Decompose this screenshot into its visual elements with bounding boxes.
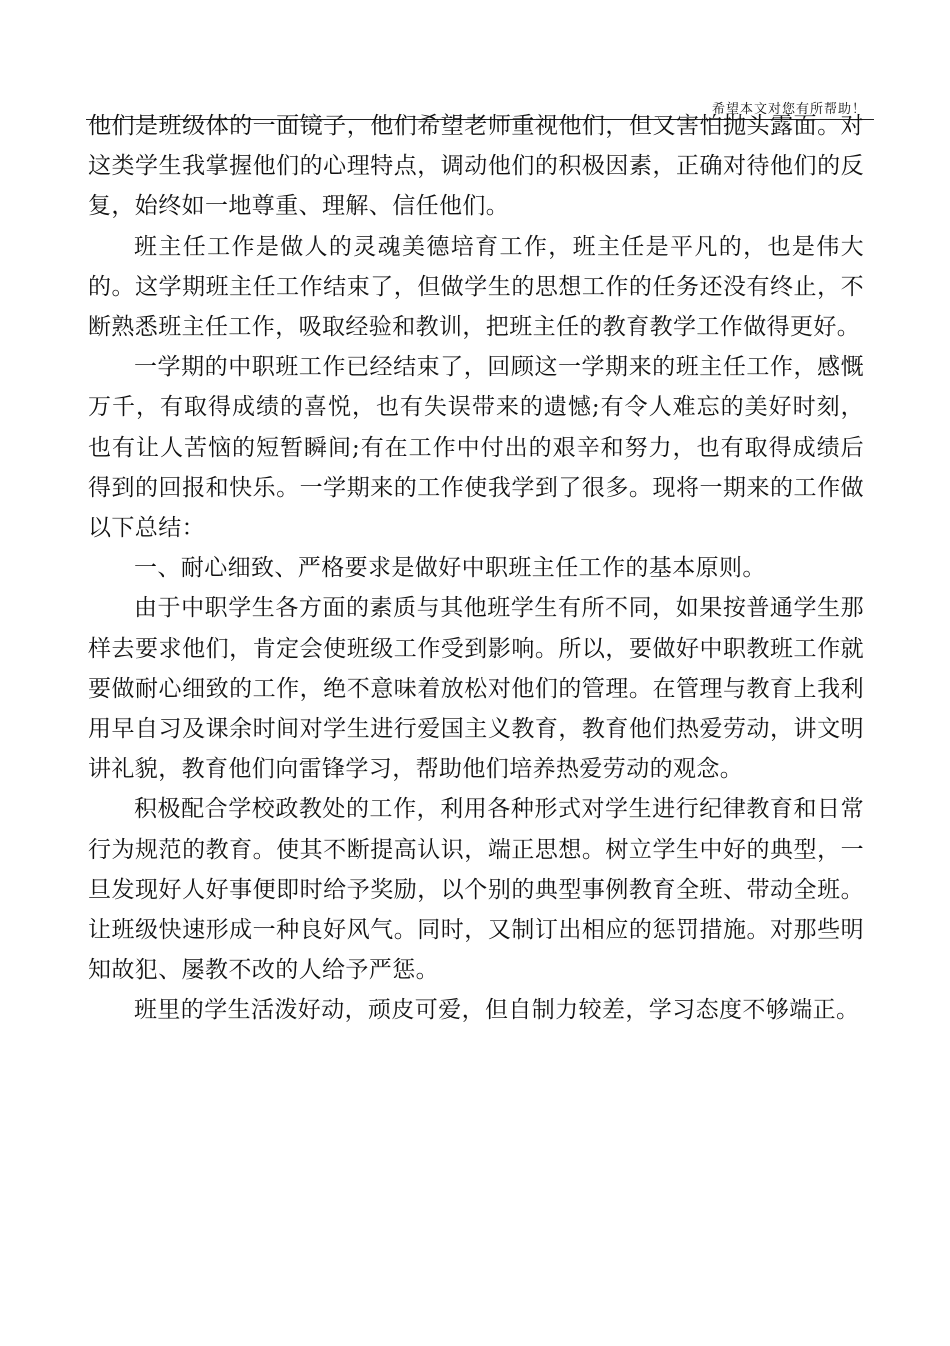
paragraph-head-teacher-work: 班主任工作是做人的灵魂美德培育工作，班主任是平凡的，也是伟大的。这学期班主任工作结束了，但做学生的思想工作的任务还没有终止，不断熟悉班主任工作，吸取经验和教训，把班主任的教育教学工作做得更好。	[88, 233, 864, 341]
paragraph-patience: 由于中职学生各方面的素质与其他班学生有所不同，如果按普通学生那样去要求他们，肯定会使班级工作受到影响。所以，要做好中职教班工作就要做耐心细致的工作，绝不意味着放松对他们的管理。在管理与教育上我利用早自习及课余时间对学生进行爱国主义教育，教育他们热爱劳动，讲文明讲礼貌，教育他们向雷锋学习，帮助他们培养热爱劳动的观念。	[88, 595, 864, 783]
paragraph-discipline: 积极配合学校政教处的工作，利用各种形式对学生进行纪律教育和日常行为规范的教育。使其不断提高认识，端正思想。树立学生中好的典型，一旦发现好人好事便即时给予奖励，以个别的典型事例教育全班、带动全班。让班级快速形成一种良好风气。同时，又制订出相应的惩罚措施。对那些明知故犯、屡教不改的人给予严惩。	[88, 796, 864, 984]
paragraph-continuation: 他们是班级体的一面镜子，他们希望老师重视他们，但又害怕抛头露面。对这类学生我掌握他们的心理特点，调动他们的积极因素，正确对待他们的反复，始终如一地尊重、理解、信任他们。	[88, 113, 864, 220]
document-body	[88, 106, 864, 1031]
section-heading-principle: 一、耐心细致、严格要求是做好中职班主任工作的基本原则。	[134, 555, 766, 582]
paragraph-students: 班里的学生活泼好动，顽皮可爱，但自制力较差，学习态度不够端正。	[134, 997, 860, 1024]
page-header-note: 希望本文对您有所帮助！	[711, 102, 866, 117]
paragraph-semester-review: 一学期的中职班工作已经结束了，回顾这一学期来的班主任工作，感慨万千，有取得成绩的喜悦，也有失误带来的遗憾;有令人难忘的美好时刻，也有让人苦恼的短暂瞬间;有在工作中付出的艰辛和努力，也有取得成绩后得到的回报和快乐。一学期来的工作使我学到了很多。现将一期来的工作做以下总结：	[88, 354, 864, 542]
